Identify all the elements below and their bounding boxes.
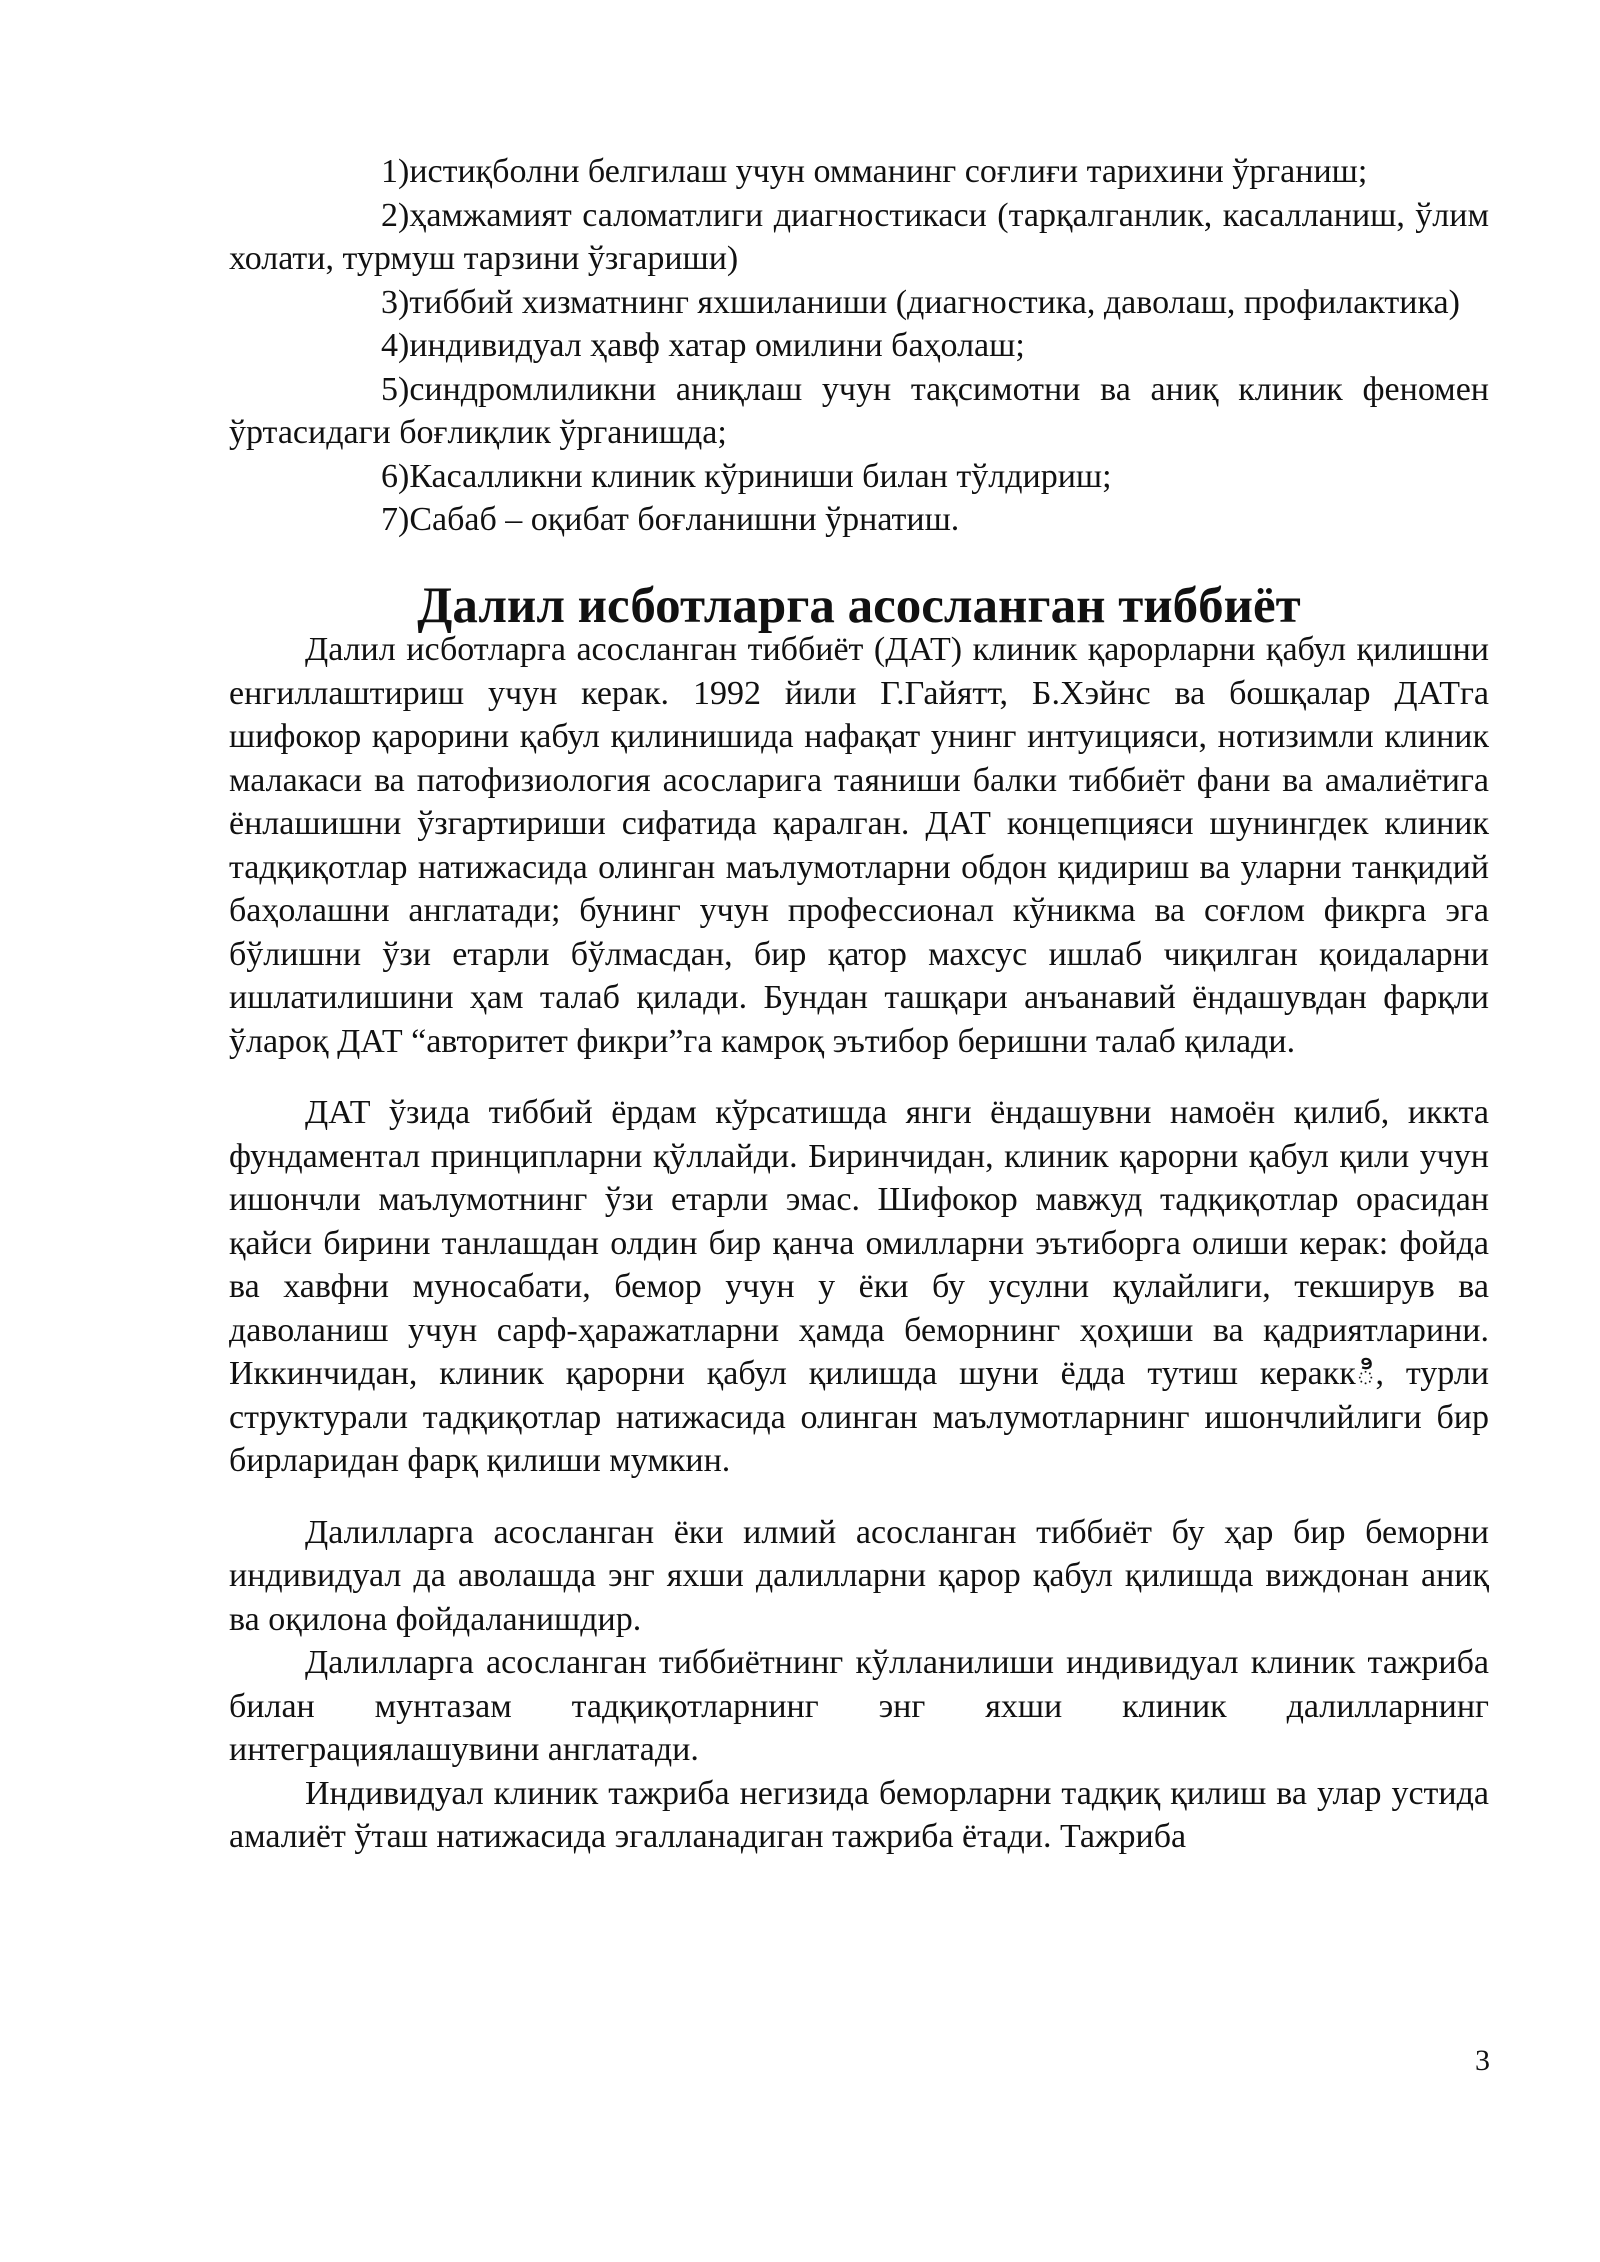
paragraph-4: Далилларга асосланган тиббиётнинг кўлланилиши индивидуал клиник тажриба билан мунтазам тадқиқотларнинг энг яхши клиник далилларнинг интеграциялашувини англатади.	[229, 1644, 1489, 1768]
list-item-7	[229, 498, 1489, 542]
numbered-list	[229, 150, 1489, 542]
list-item-number: 7)	[381, 501, 410, 538]
list-item-text: индивидуал ҳавф хатар омилини баҳолаш;	[409, 327, 1025, 364]
list-item-1	[229, 150, 1489, 194]
paragraph-2: ДАТ ўзида тиббий ёрдам кўрсатишда янги ёндашувни намоён қилиб, иккта фундаментал принципларни қўллайди. Биринчидан, клиник қарорни қабул қили учун ишончли маълумотнинг ўзи етарли эмас. Шифокор мавжуд тадқиқотлар орасидан қайси бирини танлашдан олдин бир қанча омилларни эътиборга олиши керак: фойда ва хавфни муносабати, бемор учун у ёки бу усулни қулайлиги, текширув ва даволаниш учун сарф-ҳаражатларни ҳамда беморнинг ҳоҳиши ва қадриятларини. Иккинчидан, клиник қарорни қабул қилишда шуни ёдда тутиш кераккి, турли структурали тадқиқотлар натижасида олинган маълумотларнинг ишончлийлиги бир бирларидан фарқ қилиши мумкин.	[229, 1094, 1489, 1479]
list-item-2	[229, 194, 1489, 281]
paragraph-5: Индивидуал клиник тажриба негизида беморларни тадқиқ қилиш ва улар устида амалиёт ўташ натижасида эгалланадиган тажриба ётади. Тажриба	[229, 1774, 1489, 1855]
list-item-text: Сабаб – оқибат боғланишни ўрнатиш.	[409, 501, 960, 538]
list-item-3	[229, 281, 1489, 325]
list-item-text: ҳамжамият саломатлиги диагностикаси (тарқалганлик, касалланиш, ўлим холати, турмуш тарзини ўзгариши)	[229, 196, 1489, 277]
list-item-4	[229, 324, 1489, 368]
page-number: 3	[1475, 2044, 1490, 2077]
paragraph-3: Далилларга асосланган ёки илмий асосланган тиббиёт бу ҳар бир беморни индивидуал да аволашда энг яхши далилларни қарор қабул қилишда виждонан аниқ ва оқилона фойдаланишдир.	[229, 1513, 1489, 1638]
list-item-number: 4)	[381, 327, 410, 364]
list-item-number: 5)	[381, 370, 410, 408]
list-item-text: истиқболни белгилаш учун омманинг соғлиғи тарихини ўрганиш;	[409, 153, 1368, 190]
document-page	[229, 150, 1489, 1859]
list-item-number: 1)	[381, 153, 410, 190]
list-item-text: тиббий хизматнинг яхшиланиши (диагностика, даволаш, профилактика)	[409, 283, 1460, 321]
list-item-6	[229, 455, 1489, 499]
list-item-number: 2)	[381, 196, 410, 234]
list-item-text: синдромлиликни аниқлаш учун тақсимотни ва аниқ клиник феномен ўртасидаги боғлиқлик ўрганишда;	[229, 370, 1489, 451]
list-item-text: Касалликни клиник кўриниши билан тўлдириш;	[409, 457, 1112, 495]
paragraph-1: Далил исботларга асосланган тиббиёт (ДАТ) клиник қарорларни қабул қилишни енгиллаштириш учун керак. 1992 йили Г.Гайятт, Б.Хэйнс ва бошқалар ДАТга шифокор қарорини қабул қилинишида нафақат унинг интуицияси, нотизимли клиник малакаси ва патофизиология асосларига таяниши балки тиббиёт фани ва амалиётига ёнлашишни ўзгартириши сифатида қаралган. ДАТ концепцияси шунингдек клиник тадқиқотлар натижасида олинган маълумотларни обдон қидириш ва уларни танқидий баҳолашни англатади; бунинг учун профессионал кўникма ва соғлом фикрга эга бўлишни ўзи етарли бўлмасдан, бир қатор махсус ишлаб чиқилган қоидаларни ишлатилишини ҳам талаб қилади. Бундан ташқари анъанавий ёндашувдан фарқли ўлароқ ДАТ “авторитет фикри”га камроқ эътибор беришни талаб қилади.	[229, 631, 1489, 1060]
list-item-number: 3)	[381, 283, 410, 321]
list-item-number: 6)	[381, 457, 410, 495]
section-heading: Далил исботларга асосланган тиббиёт	[417, 577, 1301, 634]
list-item-5	[229, 368, 1489, 455]
